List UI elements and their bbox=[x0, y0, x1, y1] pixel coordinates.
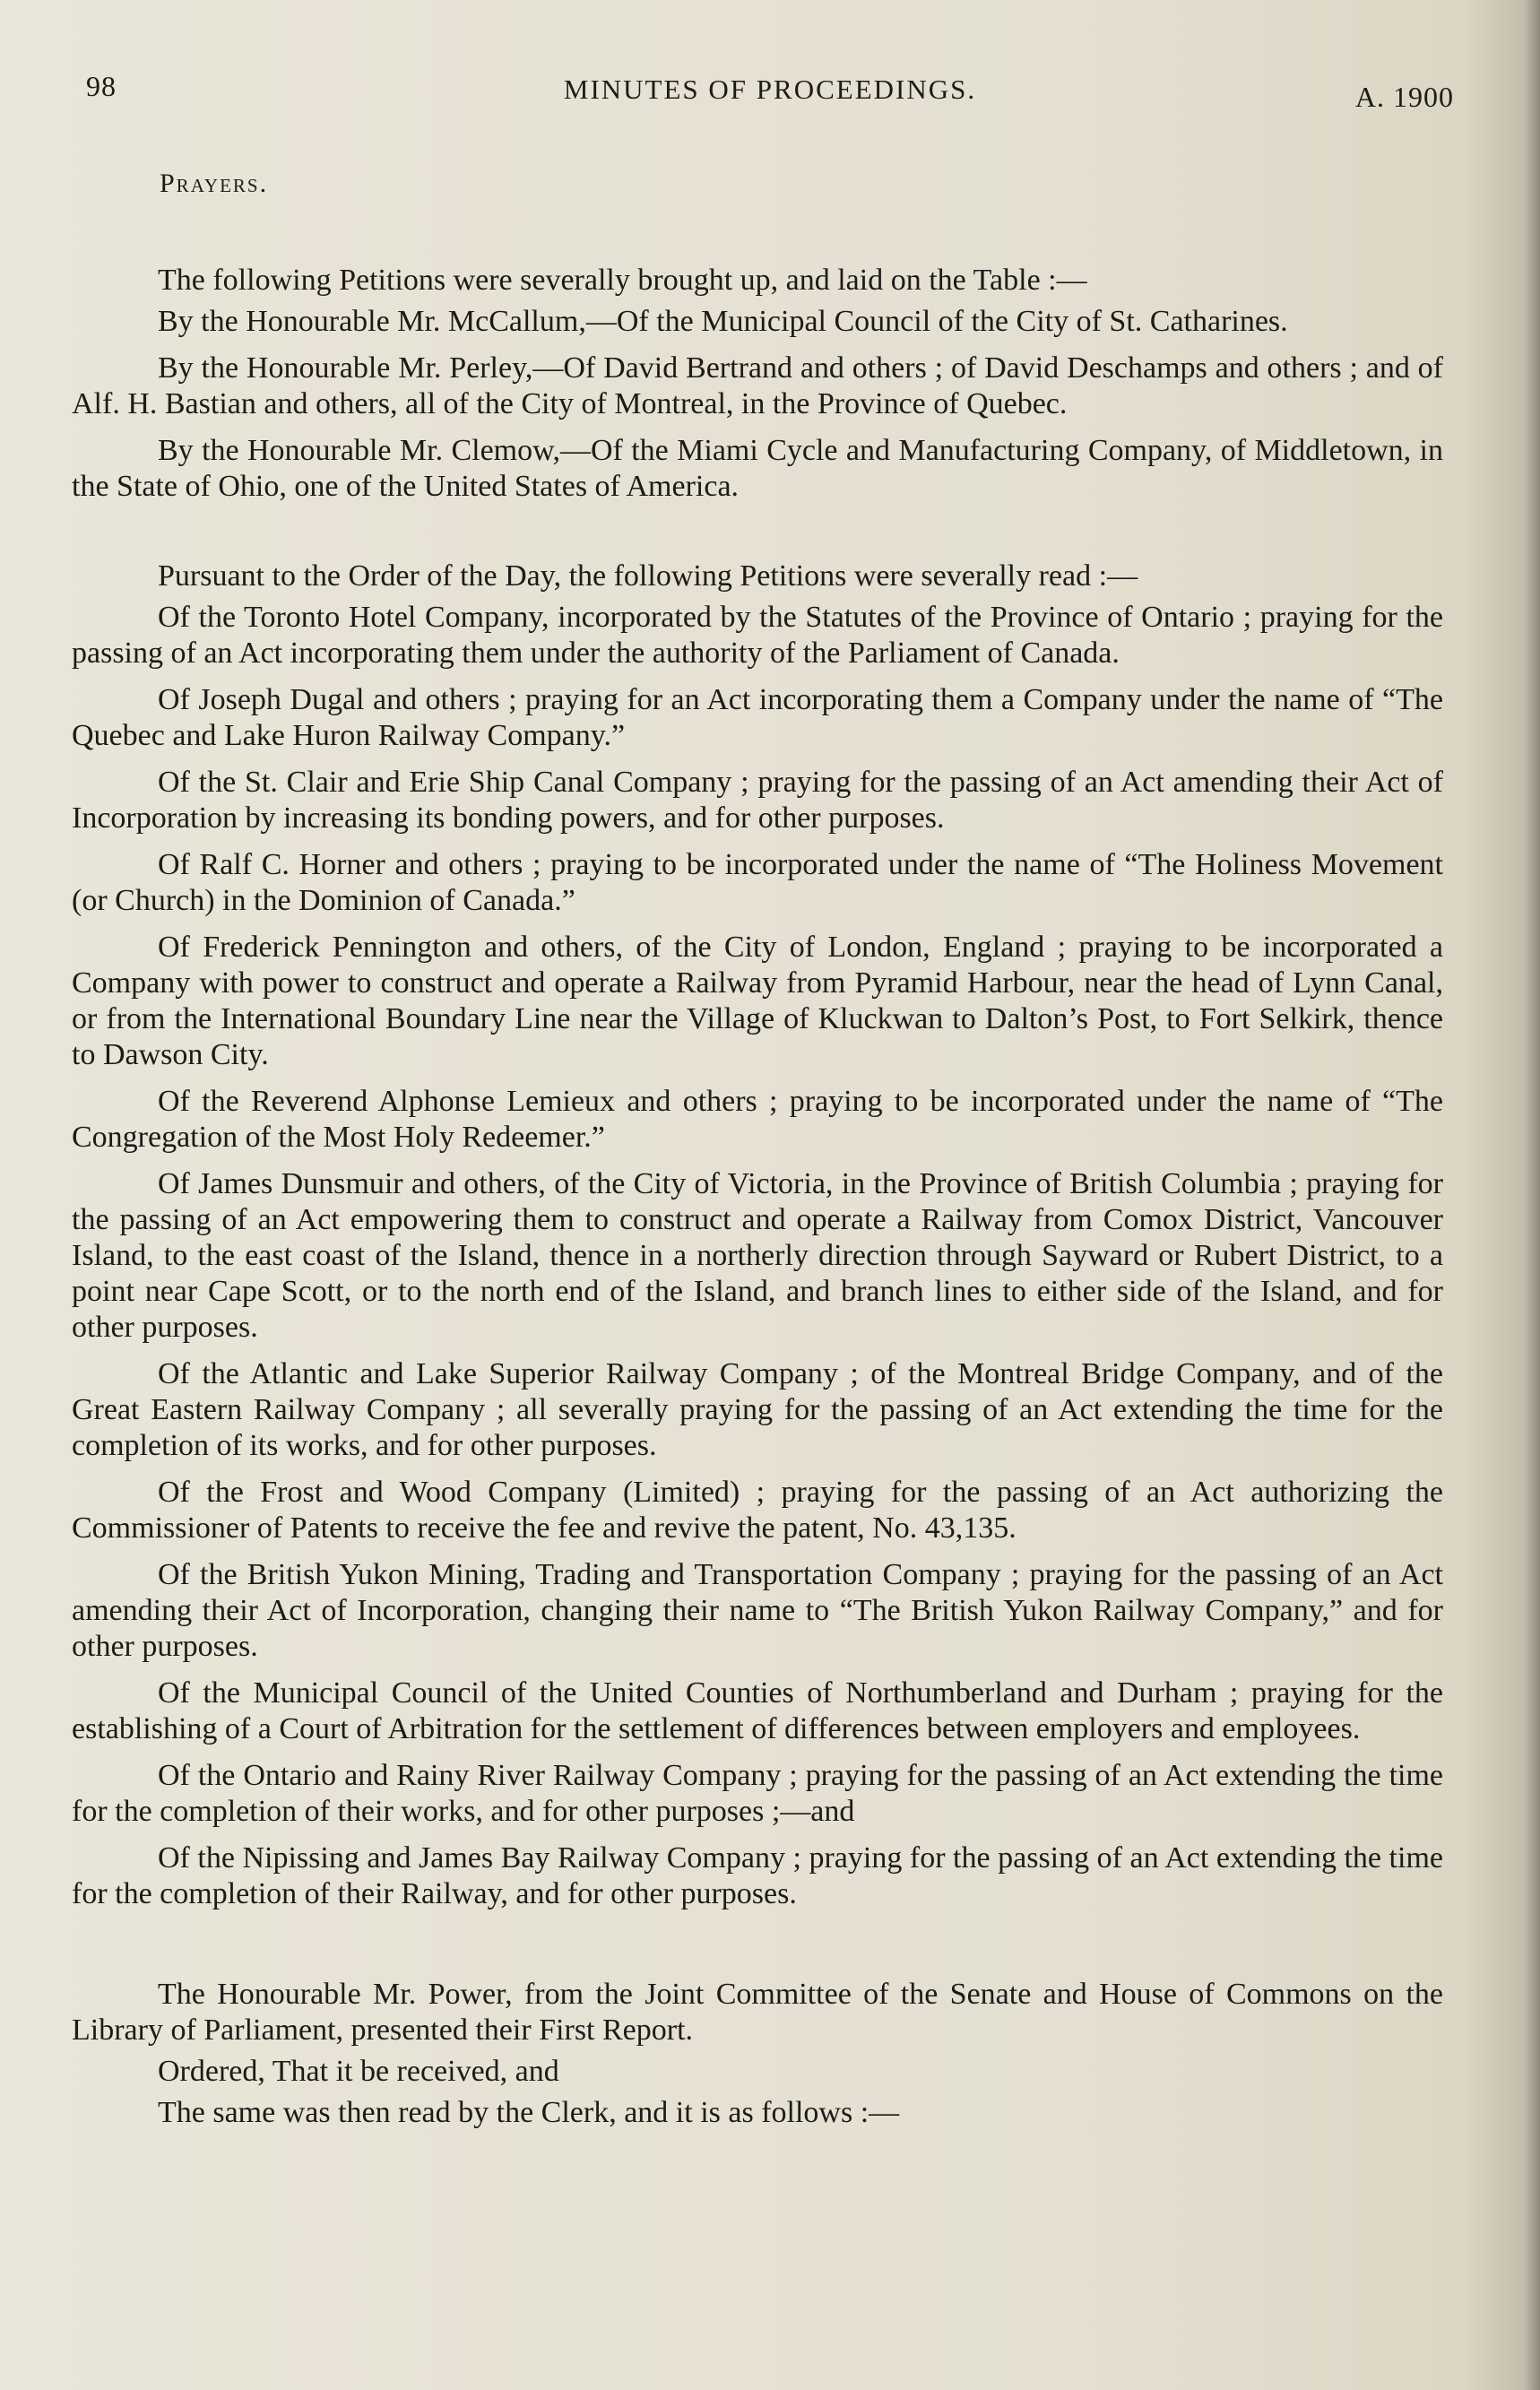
paragraph: Of the Municipal Council of the United Counties of Northumberland and Durham ; praying for the establishing of a Court of Arbitration for the settlement of differences between employers and employees. bbox=[72, 1676, 1443, 1745]
paragraph: Of the Reverend Alphonse Lemieux and others ; praying to be incorporated under the name of “The Congregation of the Most Holy Redeemer.” bbox=[72, 1085, 1443, 1154]
committee-report-section bbox=[72, 1977, 1443, 2131]
body-text bbox=[72, 166, 1443, 2136]
section-spacer bbox=[72, 515, 1443, 559]
paragraph: Of James Dunsmuir and others, of the City of Victoria, in the Province of British Columbia ; praying for the passing of an Act empowering them to construct and operate a Railway from Comox District, Vancouver Island, to the east coast of the Island, thence in a northerly direction through Sayward or Rubert District, to a point near Cape Scott, or to the north end of the Island, and branch lines to either side of the Island, and for other purposes. bbox=[72, 1167, 1443, 1344]
paragraph: Of Joseph Dugal and others ; praying for an Act incorporating them a Company under the name of “The Quebec and Lake Huron Railway Company.” bbox=[72, 683, 1443, 752]
petitions-read-section bbox=[72, 559, 1443, 1912]
section-heading: Prayers. bbox=[160, 169, 269, 198]
paragraph: Of the Atlantic and Lake Superior Railway Company ; of the Montreal Bridge Company, and of the Great Eastern Railway Company ; all severally praying for the passing of an Act extending the time for the completion of its works, and for other purposes. bbox=[72, 1357, 1443, 1462]
paragraph: Of the Frost and Wood Company (Limited) ; praying for the passing of an Act authorizing the Commissioner of Patents to receive the fee and revive the patent, No. 43,135. bbox=[72, 1476, 1443, 1545]
paragraph: Ordered, That it be received, and bbox=[158, 2055, 559, 2088]
paragraph: Of Frederick Pennington and others, of the City of London, England ; praying to be incorporated a Company with power to construct and operate a Railway from Pyramid Harbour, near the head of Lynn Canal, or from the International Boundary Line near the Village of Kluckwan to Dalton’s Post, to Fort Selkirk, thence to Dawson City. bbox=[72, 931, 1443, 1071]
running-header bbox=[86, 70, 1454, 115]
petitions-brought-up-section bbox=[72, 263, 1443, 505]
paragraph: Pursuant to the Order of the Day, the following Petitions were severally read :— bbox=[158, 559, 1138, 593]
paragraph: The following Petitions were severally brought up, and laid on the Table :— bbox=[158, 264, 1087, 297]
session-year: A. 1900 bbox=[1354, 81, 1454, 113]
paragraph: By the Honourable Mr. Perley,—Of David Bertrand and others ; of David Deschamps and others ; and of Alf. H. Bastian and others, all of the City of Montreal, in the Province of Quebec. bbox=[72, 351, 1443, 420]
paragraph: Of the Toronto Hotel Company, incorporated by the Statutes of the Province of Ontario ; praying for the passing of an Act incorporating them under the authority of the Parliament of Canada. bbox=[72, 601, 1443, 670]
paragraph: The same was then read by the Clerk, and it is as follows :— bbox=[158, 2096, 900, 2129]
paragraph: Of Ralf C. Horner and others ; praying to be incorporated under the name of “The Holiness Movement (or Church) in the Dominion of Canada.” bbox=[72, 848, 1443, 917]
page-title: MINUTES OF PROCEEDINGS. bbox=[563, 74, 977, 105]
paragraph: Of the Nipissing and James Bay Railway Company ; praying for the passing of an Act extending the time for the completion of their Railway, and for other purposes. bbox=[72, 1841, 1443, 1910]
paragraph: By the Honourable Mr. McCallum,—Of the Municipal Council of the City of St. Catharines. bbox=[158, 305, 1288, 338]
paragraph: Of the Ontario and Rainy River Railway Company ; praying for the passing of an Act extending the time for the completion of their works, and for other purposes ;—and bbox=[72, 1759, 1443, 1828]
paragraph: Of the British Yukon Mining, Trading and Transportation Company ; praying for the passing of an Act amending their Act of Incorporation, changing their name to “The British Yukon Railway Company,” and for other purposes. bbox=[72, 1558, 1443, 1663]
page-number: 98 bbox=[86, 70, 117, 102]
paragraph: The Honourable Mr. Power, from the Joint Committee of the Senate and House of Commons on the Library of Parliament, presented their First Report. bbox=[72, 1978, 1443, 2047]
paragraph: Of the St. Clair and Erie Ship Canal Company ; praying for the passing of an Act amending their Act of Incorporation by increasing its bonding powers, and for other purposes. bbox=[72, 766, 1443, 835]
page-edge-shadow bbox=[1524, 0, 1540, 2390]
section-spacer bbox=[72, 1923, 1443, 1977]
paragraph: By the Honourable Mr. Clemow,—Of the Miami Cycle and Manufacturing Company, of Middletown, in the State of Ohio, one of the United States of America. bbox=[72, 434, 1443, 503]
